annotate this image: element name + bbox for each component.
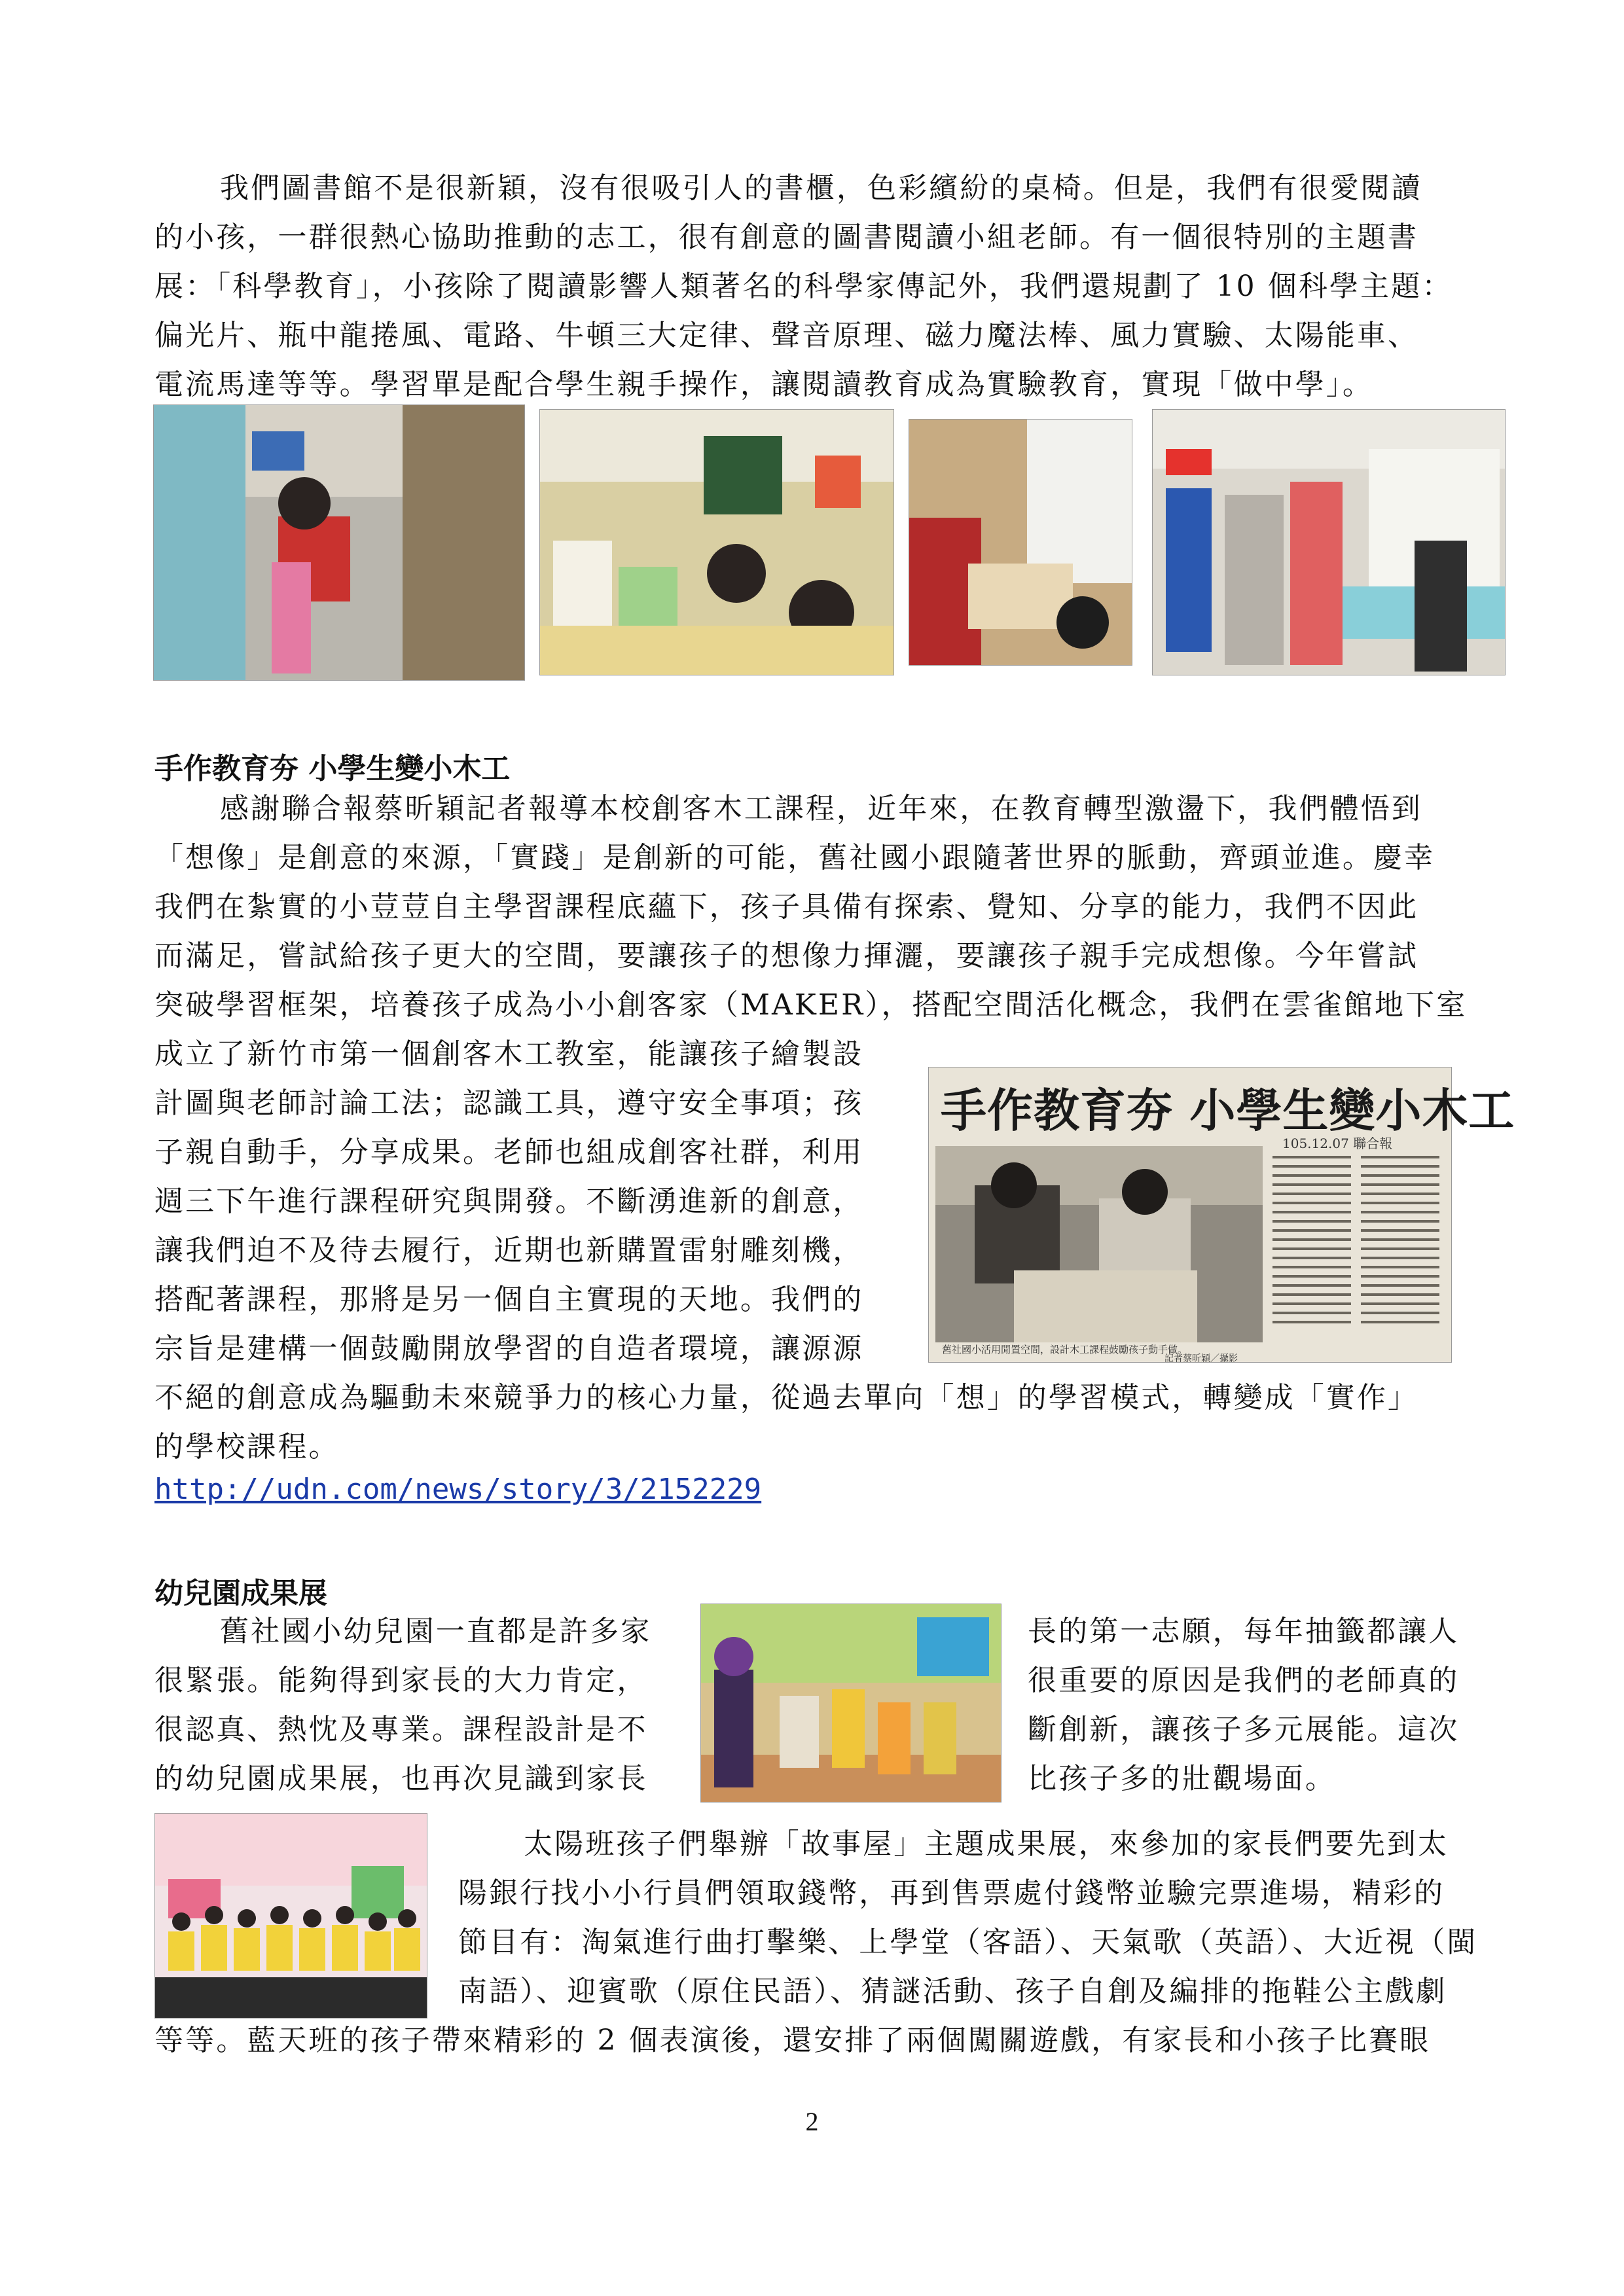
maker-line: 宗旨是建構一個鼓勵開放學習的自造者環境，讓源源	[154, 1332, 864, 1365]
clipping-date: 105.12.07 聯合報	[1282, 1136, 1393, 1151]
maker-line: 突破學習框架，培養孩子成為小小創客家（MAKER），搭配空間活化概念，我們在雲雀館地下室	[154, 988, 1468, 1022]
maker-line: 子親自動手，分享成果。老師也組成創客社群，利用	[154, 1136, 864, 1169]
maker-line: 「想像」是創意的來源，「實踐」是創新的可能，舊社國小跟隨著世界的脈動，齊頭並進。慶幸	[154, 841, 1435, 874]
kinder-indent-line: 節目有：淘氣進行曲打擊樂、上學堂（客語）、天氣歌（英語）、大近視（閩	[458, 1926, 1478, 1959]
kinder-last-line-block	[154, 2016, 1490, 2065]
intro-line: 的小孩，一群很熱心協助推動的志工，很有創意的圖書閱讀小組老師。有一個很特別的主題書	[154, 221, 1419, 254]
kinder-right-line: 長的第一志願，每年抽籤都讓人	[1028, 1615, 1460, 1648]
kinder-left-line: 的幼兒園成果展，也再次見識到家長	[154, 1762, 648, 1795]
section-heading-kindergarten: 幼兒園成果展	[154, 1577, 327, 1610]
intro-line: 電流馬達等等。學習單是配合學生親手操作，讓閱讀教育成為實驗教育，實現「做中學」。	[154, 368, 1373, 401]
photo-wind-experiment	[1152, 409, 1506, 675]
clipping-article-text-block	[1272, 1156, 1443, 1339]
kinder-left-line: 很認真、熱忱及專業。課程設計是不	[154, 1713, 648, 1746]
kinder-left-column	[154, 1607, 691, 1803]
maker-line: 搭配著課程，那將是另一個自主實現的天地。我們的	[154, 1283, 864, 1316]
kinder-indent-line: 陽銀行找小小行員們領取錢幣，再到售票處付錢幣並驗完票進場，精彩的	[458, 1876, 1445, 1910]
maker-line: 讓我們迫不及待去履行，近期也新購置雷射雕刻機，	[154, 1234, 864, 1267]
kinder-left-line: 很緊張。能夠得到家長的大力肯定，	[154, 1664, 648, 1697]
kinder-indent-line: 太陽班孩子們舉辦「故事屋」主題成果展，來參加的家長們要先到太	[524, 1827, 1449, 1861]
kinder-right-column	[1028, 1607, 1486, 1803]
intro-line: 偏光片、瓶中龍捲風、電路、牛頓三大定律、聲音原理、磁力魔法棒、風力實驗、太陽能車、	[154, 319, 1419, 352]
kinder-right-line: 很重要的原因是我們的老師真的	[1028, 1664, 1460, 1697]
kinder-left-line: 舊社國小幼兒園一直都是許多家	[220, 1615, 652, 1648]
photo-kindergarten-class	[154, 1813, 427, 2018]
maker-line: 成立了新竹市第一個創客木工教室，能讓孩子繪製設	[154, 1037, 864, 1071]
clipping-headline: 手作教育夯 小學生變小木工	[941, 1084, 1515, 1138]
intro-line: 展：「科學教育」，小孩除了閱讀影響人類著名的科學家傳記外，我們還規劃了 10 個科學主題：	[154, 270, 1453, 303]
newspaper-clipping	[928, 1067, 1515, 1364]
section-heading-maker: 手作教育夯 小學生變小木工	[154, 752, 511, 785]
maker-line: 不絕的創意成為驅動未來競爭力的核心力量，從過去單向「想」的學習模式，轉變成「實作」	[154, 1381, 1419, 1414]
photo-circuit-experiment	[909, 419, 1132, 666]
photo-kindergarten-parade	[700, 1604, 1001, 1803]
news-article-link[interactable]: http://udn.com/news/story/3/2152229	[154, 1473, 762, 1506]
kinder-indent-line: 南語）、迎賓歌（原住民語）、猜謎活動、孩子自創及編排的拖鞋公主戲劇	[458, 1975, 1447, 2008]
maker-line: 計圖與老師討論工法；認識工具，遵守安全事項；孩	[154, 1086, 864, 1120]
page-number: 2	[805, 2107, 819, 2136]
maker-line: 感謝聯合報蔡昕穎記者報導本校創客木工課程，近年來，在教育轉型激盪下，我們體悟到	[220, 792, 1422, 825]
kinder-right-line: 斷創新，讓孩子多元展能。這次	[1028, 1713, 1460, 1746]
kinder-last-line: 等等。藍天班的孩子帶來精彩的 2 個表演後，還安排了兩個闖關遊戲，有家長和小孩子比賽眼	[154, 2024, 1431, 2057]
maker-line: 而滿足，嘗試給孩子更大的空間，要讓孩子的想像力揮灑，要讓孩子親手完成想像。今年嘗試	[154, 939, 1419, 973]
kinder-sun-class-paragraph	[458, 1820, 1492, 2016]
clipping-credit: 記者蔡昕穎／攝影	[1164, 1354, 1238, 1364]
clipping-photo	[935, 1146, 1263, 1342]
maker-line: 我們在紮實的小荳荳自主學習課程底蘊下，孩子具備有探索、覺知、分享的能力，我們不因此	[154, 890, 1419, 924]
kinder-right-line: 比孩子多的壯觀場面。	[1028, 1762, 1336, 1795]
maker-line: 週三下午進行課程研究與開發。不斷湧進新的創意，	[154, 1185, 864, 1218]
photo-polarizer-activity	[153, 404, 525, 681]
intro-paragraph	[154, 164, 1490, 409]
photo-library-exhibits	[539, 409, 894, 675]
maker-line: 的學校課程。	[154, 1430, 340, 1463]
clipping-caption: 舊社國小活用閒置空間，設計木工課程鼓勵孩子動手做。	[942, 1344, 1188, 1355]
intro-line: 我們圖書館不是很新穎，沒有很吸引人的書櫃，色彩繽紛的桌椅。但是，我們有很愛閱讀	[220, 171, 1422, 205]
